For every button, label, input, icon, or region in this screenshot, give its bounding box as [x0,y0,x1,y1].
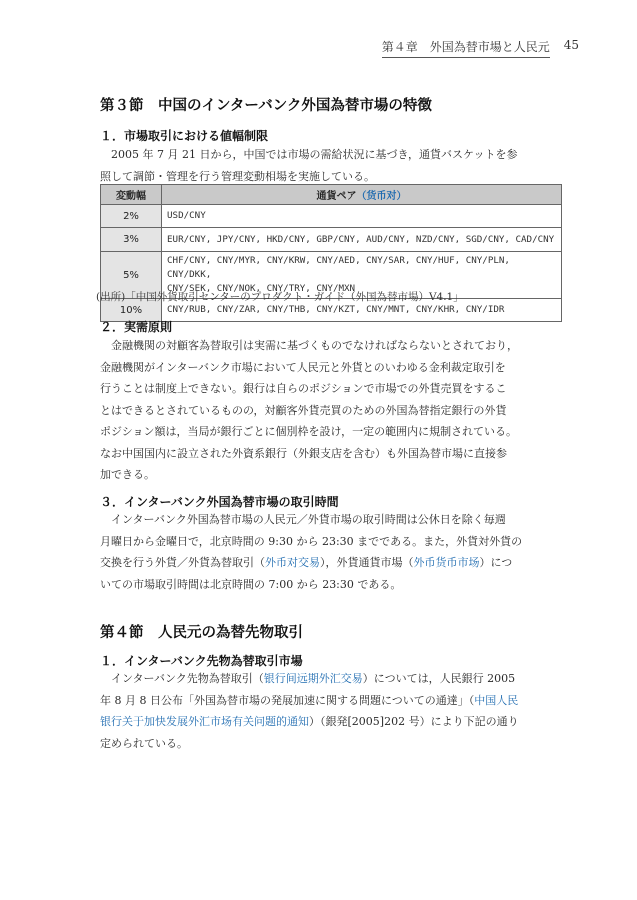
running-header [382,38,579,58]
pairs-cell [162,205,562,228]
chinese-term: 银行间远期外汇交易 [263,672,363,685]
text-run: ）については，人民銀行 2005 [362,672,516,685]
section-4-title: 第４節 人民元の為替先物取引 [100,625,303,641]
table-header-pairs-label: 通貨ペア [316,191,357,202]
paragraph-line: 定められている。 [100,736,188,750]
table-header-band: 変動幅 [101,185,162,205]
section-3-title: 第３節 中国のインターバンク外国為替市場の特徴 [100,98,432,114]
paragraph-line: いての市場取引時間は北京時間の 7:00 から 23:30 である。 [100,577,402,591]
pairs-line: CNY/SEK, CNY/NOK, CNY/TRY, CNY/MXN [167,283,356,294]
paragraph-line [100,552,560,574]
pairs-line: CHF/CNY, CNY/MYR, CNY/KRW, CNY/AED, CNY/SAR, CNY/HUF, CNY/PLN, CNY/DKK, [167,255,510,280]
table-row [101,205,562,228]
page-number: 45 [563,38,579,52]
text-run: ）につ [479,556,513,569]
band-cell: 3% [101,228,162,252]
pairs-line: EUR/CNY, JPY/CNY, HKD/CNY, GBP/CNY, AUD/CNY, NZD/CNY, SGD/CNY, CAD/CNY [167,233,555,245]
pairs-line: CNY/RUB, CNY/ZAR, CNY/THB, CNY/KZT, CNY/MNT, CNY/KHR, CNY/IDR [167,304,505,315]
subsection-4-1-title: １．インターバンク先物為替取引市場 [100,654,303,668]
paragraph-line: インターバンク外国為替市場の人民元／外貨市場の取引時間は公休日を除く毎週 [111,513,506,526]
paragraph-line [100,690,560,712]
band-cell: 5% [101,252,162,299]
subsection-3-3-title: ３．インターバンク外国為替市場の取引時間 [100,495,339,509]
text-run: ）（銀発[2005]202 号）により下記の通り [309,715,519,728]
paragraph-line: なお中国国内に設立された外資系銀行（外銀支店を含む）も外国為替市場に直接参 [100,446,507,460]
paragraph-line: ポジション額は，当局が銀行ごとに個別枠を設け，一定の範囲内に規制されている。 [100,425,518,438]
paragraph-line: 月曜日から金曜日で，北京時間の 9:30 から 23:30 までである。また，外貨対外貨の [100,534,523,548]
chinese-term: 银行关于加快发展外汇市场有关问题的通知 [100,715,309,728]
paragraph-line [100,711,560,733]
band-cell: 2% [101,205,162,228]
pairs-cell [162,228,562,252]
text-run: 交換を行う外貨／外貨為替取引（ [100,556,265,569]
chinese-term: 中国人民 [474,693,519,707]
text-run: 年 8 月 8 日公布「外国為替市場の発展加速に関する問題についての通達」（ [100,693,475,707]
chinese-term: 外币货币市场 [413,556,480,569]
subsection-3-2-title: ２．実需原則 [100,320,173,334]
table-source-note: (出所)「中国外貨取引センターのプロダクト・ガイド（外国為替市場）V4.1」 [96,291,464,303]
paragraph-line [100,668,560,690]
paragraph-line: 照して調節・管理を行う管理変動相場を実施している。 [100,169,375,183]
subsection-3-3-body [100,509,560,595]
text-run: ），外貨通貨市場（ [320,556,414,569]
table-header-pairs [162,185,562,205]
band-cell: 10% [101,299,162,322]
paragraph-line: 2005 年 7 月 21 日から，中国では市場の需給状況に基づき，通貨バスケットを参 [111,148,518,161]
paragraph-line: とはできるとされているものの，対顧客外貨売買のための外国為替指定銀行の外貨 [100,403,507,417]
paragraph-line: 行うことは制度上できない。銀行は自らのポジションで市場での外貨売買をするこ [100,382,507,395]
subsection-4-1-body [100,668,560,754]
subsection-3-1-body [100,144,560,187]
subsection-3-2-body [100,335,560,486]
chapter-title: 第４章 外国為替市場と人民元 [382,38,550,58]
paragraph-line: 金融機関がインターバンク市場において人民元と外貨とのいわゆる金利裁定取引を [100,360,506,374]
paragraph-line: 加できる。 [100,468,155,481]
table-row [101,228,562,252]
pairs-line: USD/CNY [167,210,206,221]
chinese-term: 外币对交易 [265,556,320,569]
subsection-3-1-title: １．市場取引における値幅制限 [100,129,269,143]
text-run: インターバンク先物為替取引（ [111,672,264,685]
table-header-pairs-chinese: （货币对） [356,191,407,202]
paragraph-line: 金融機関の対顧客為替取引は実需に基づくものでなければならないとされており， [111,339,518,352]
